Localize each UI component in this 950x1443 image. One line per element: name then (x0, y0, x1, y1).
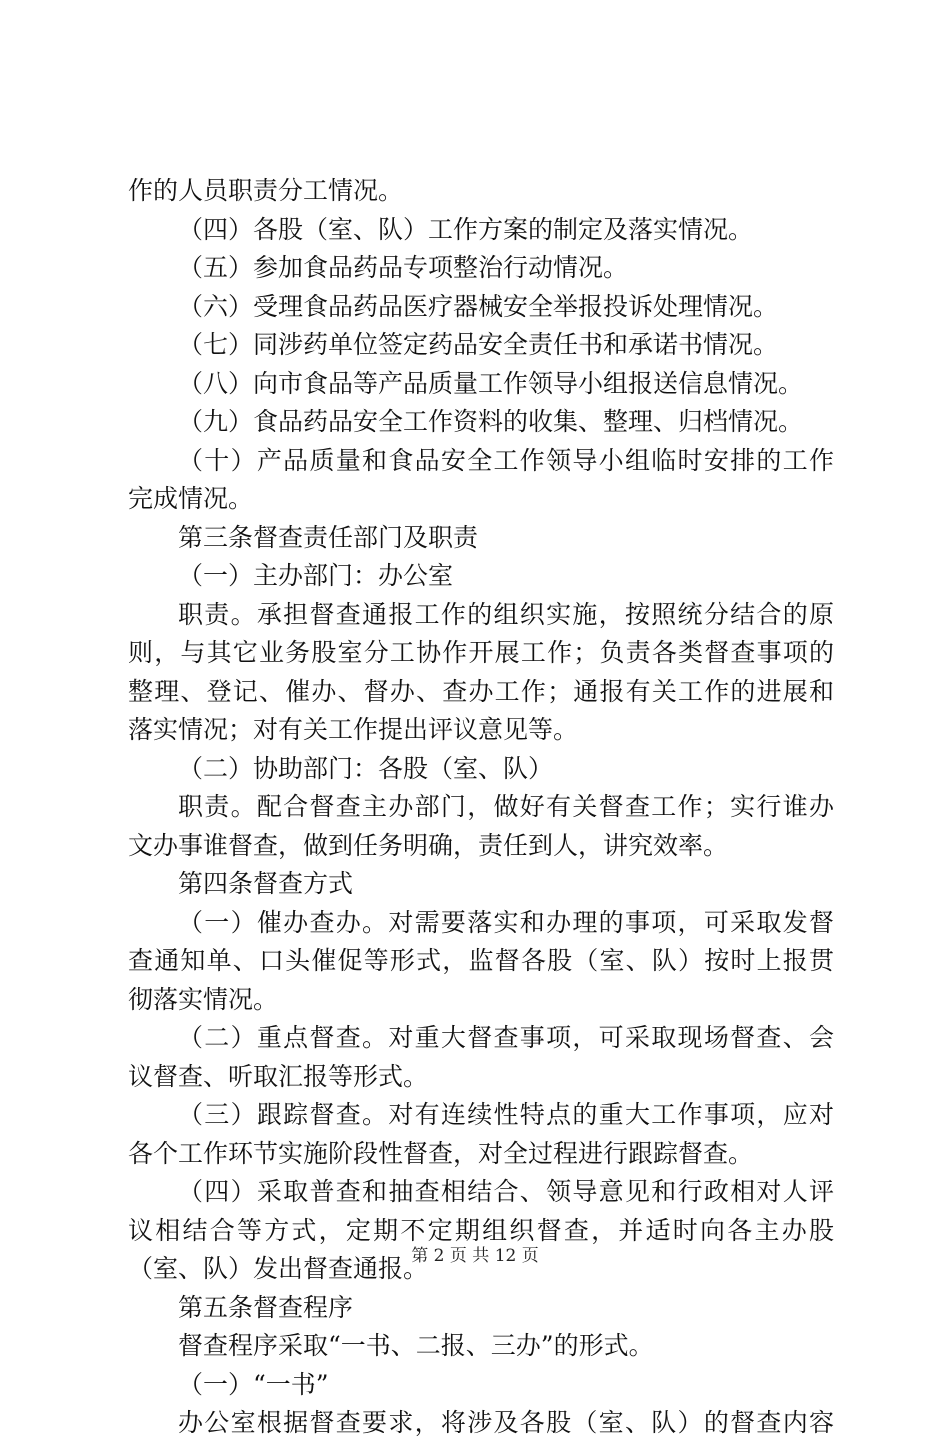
text-line: （八）向市食品等产品质量工作领导小组报送信息情况。 (178, 368, 804, 398)
text-line: （室、队）发出督查通报。 (128, 1254, 429, 1283)
text-line: 职责。承担督查通报工作的组织实施，按照统分结合的原 (178, 599, 834, 629)
text-line: 办公室根据督查要求，将涉及各股（室、队）的督查内容 (178, 1408, 834, 1437)
text-line: 完成情况。 (128, 484, 254, 513)
text-line: 各个工作环节实施阶段性督查，对全过程进行跟踪督查。 (128, 1138, 754, 1168)
text-line: （五）参加食品药品专项整治行动情况。 (178, 253, 629, 282)
text-line: （一）主办部门：办公室 (178, 561, 454, 590)
text-line: （九）食品药品安全工作资料的收集、整理、归档情况。 (178, 407, 804, 436)
text-line: 第四条督查方式 (178, 869, 354, 898)
text-line: （十）产品质量和食品安全工作领导小组临时安排的工作 (178, 445, 834, 475)
text-line: 第五条督查程序 (178, 1292, 354, 1322)
text-line: （一）催办查办。对需要落实和办理的事项，可采取发督 (178, 907, 834, 937)
text-line: （四）各股（室、队）工作方案的制定及落实情况。 (178, 214, 754, 244)
text-line: （六）受理食品药品医疗器械安全举报投诉处理情况。 (178, 291, 779, 321)
text-line: （一）“一书” (178, 1369, 329, 1399)
text-line: 彻落实情况。 (128, 984, 279, 1014)
text-line: （七）同涉药单位签定药品安全责任书和承诺书情况。 (178, 330, 779, 359)
text-line: （三）跟踪督查。对有连续性特点的重大工作事项，应对 (178, 1100, 834, 1129)
text-line: 第三条督查责任部门及职责 (178, 522, 479, 552)
page-footer: 第 2 页 共 12 页 (411, 1246, 539, 1266)
text-line: 整理、登记、催办、督办、查办工作；通报有关工作的进展和 (128, 676, 834, 706)
text-line: 查通知单、口头催促等形式，监督各股（室、队）按时上报贯 (128, 946, 834, 975)
text-line: （二）重点督查。对重大督查事项，可采取现场督查、会 (178, 1023, 834, 1052)
text-line: 议相结合等方式，定期不定期组织督查，并适时向各主办股 (128, 1215, 834, 1245)
text-line: 督查程序采取“一书、二报、三办”的形式。 (178, 1331, 654, 1360)
text-line: 职责。配合督查主办部门，做好有关督查工作；实行谁办 (178, 792, 834, 821)
text-line: 议督查、听取汇报等形式。 (128, 1061, 429, 1091)
text-line: 则，与其它业务股室分工协作开展工作；负责各类督查事项的 (128, 638, 834, 667)
text-line: （二）协助部门：各股（室、队） (178, 753, 554, 783)
text-line: （四）采取普查和抽查相结合、领导意见和行政相对人评 (178, 1177, 834, 1206)
text-line: 文办事谁督查，做到任务明确，责任到人，讲究效率。 (128, 830, 729, 860)
text-line: 作的人员职责分工情况。 (128, 176, 404, 205)
text-line: 落实情况；对有关工作提出评议意见等。 (128, 715, 579, 744)
